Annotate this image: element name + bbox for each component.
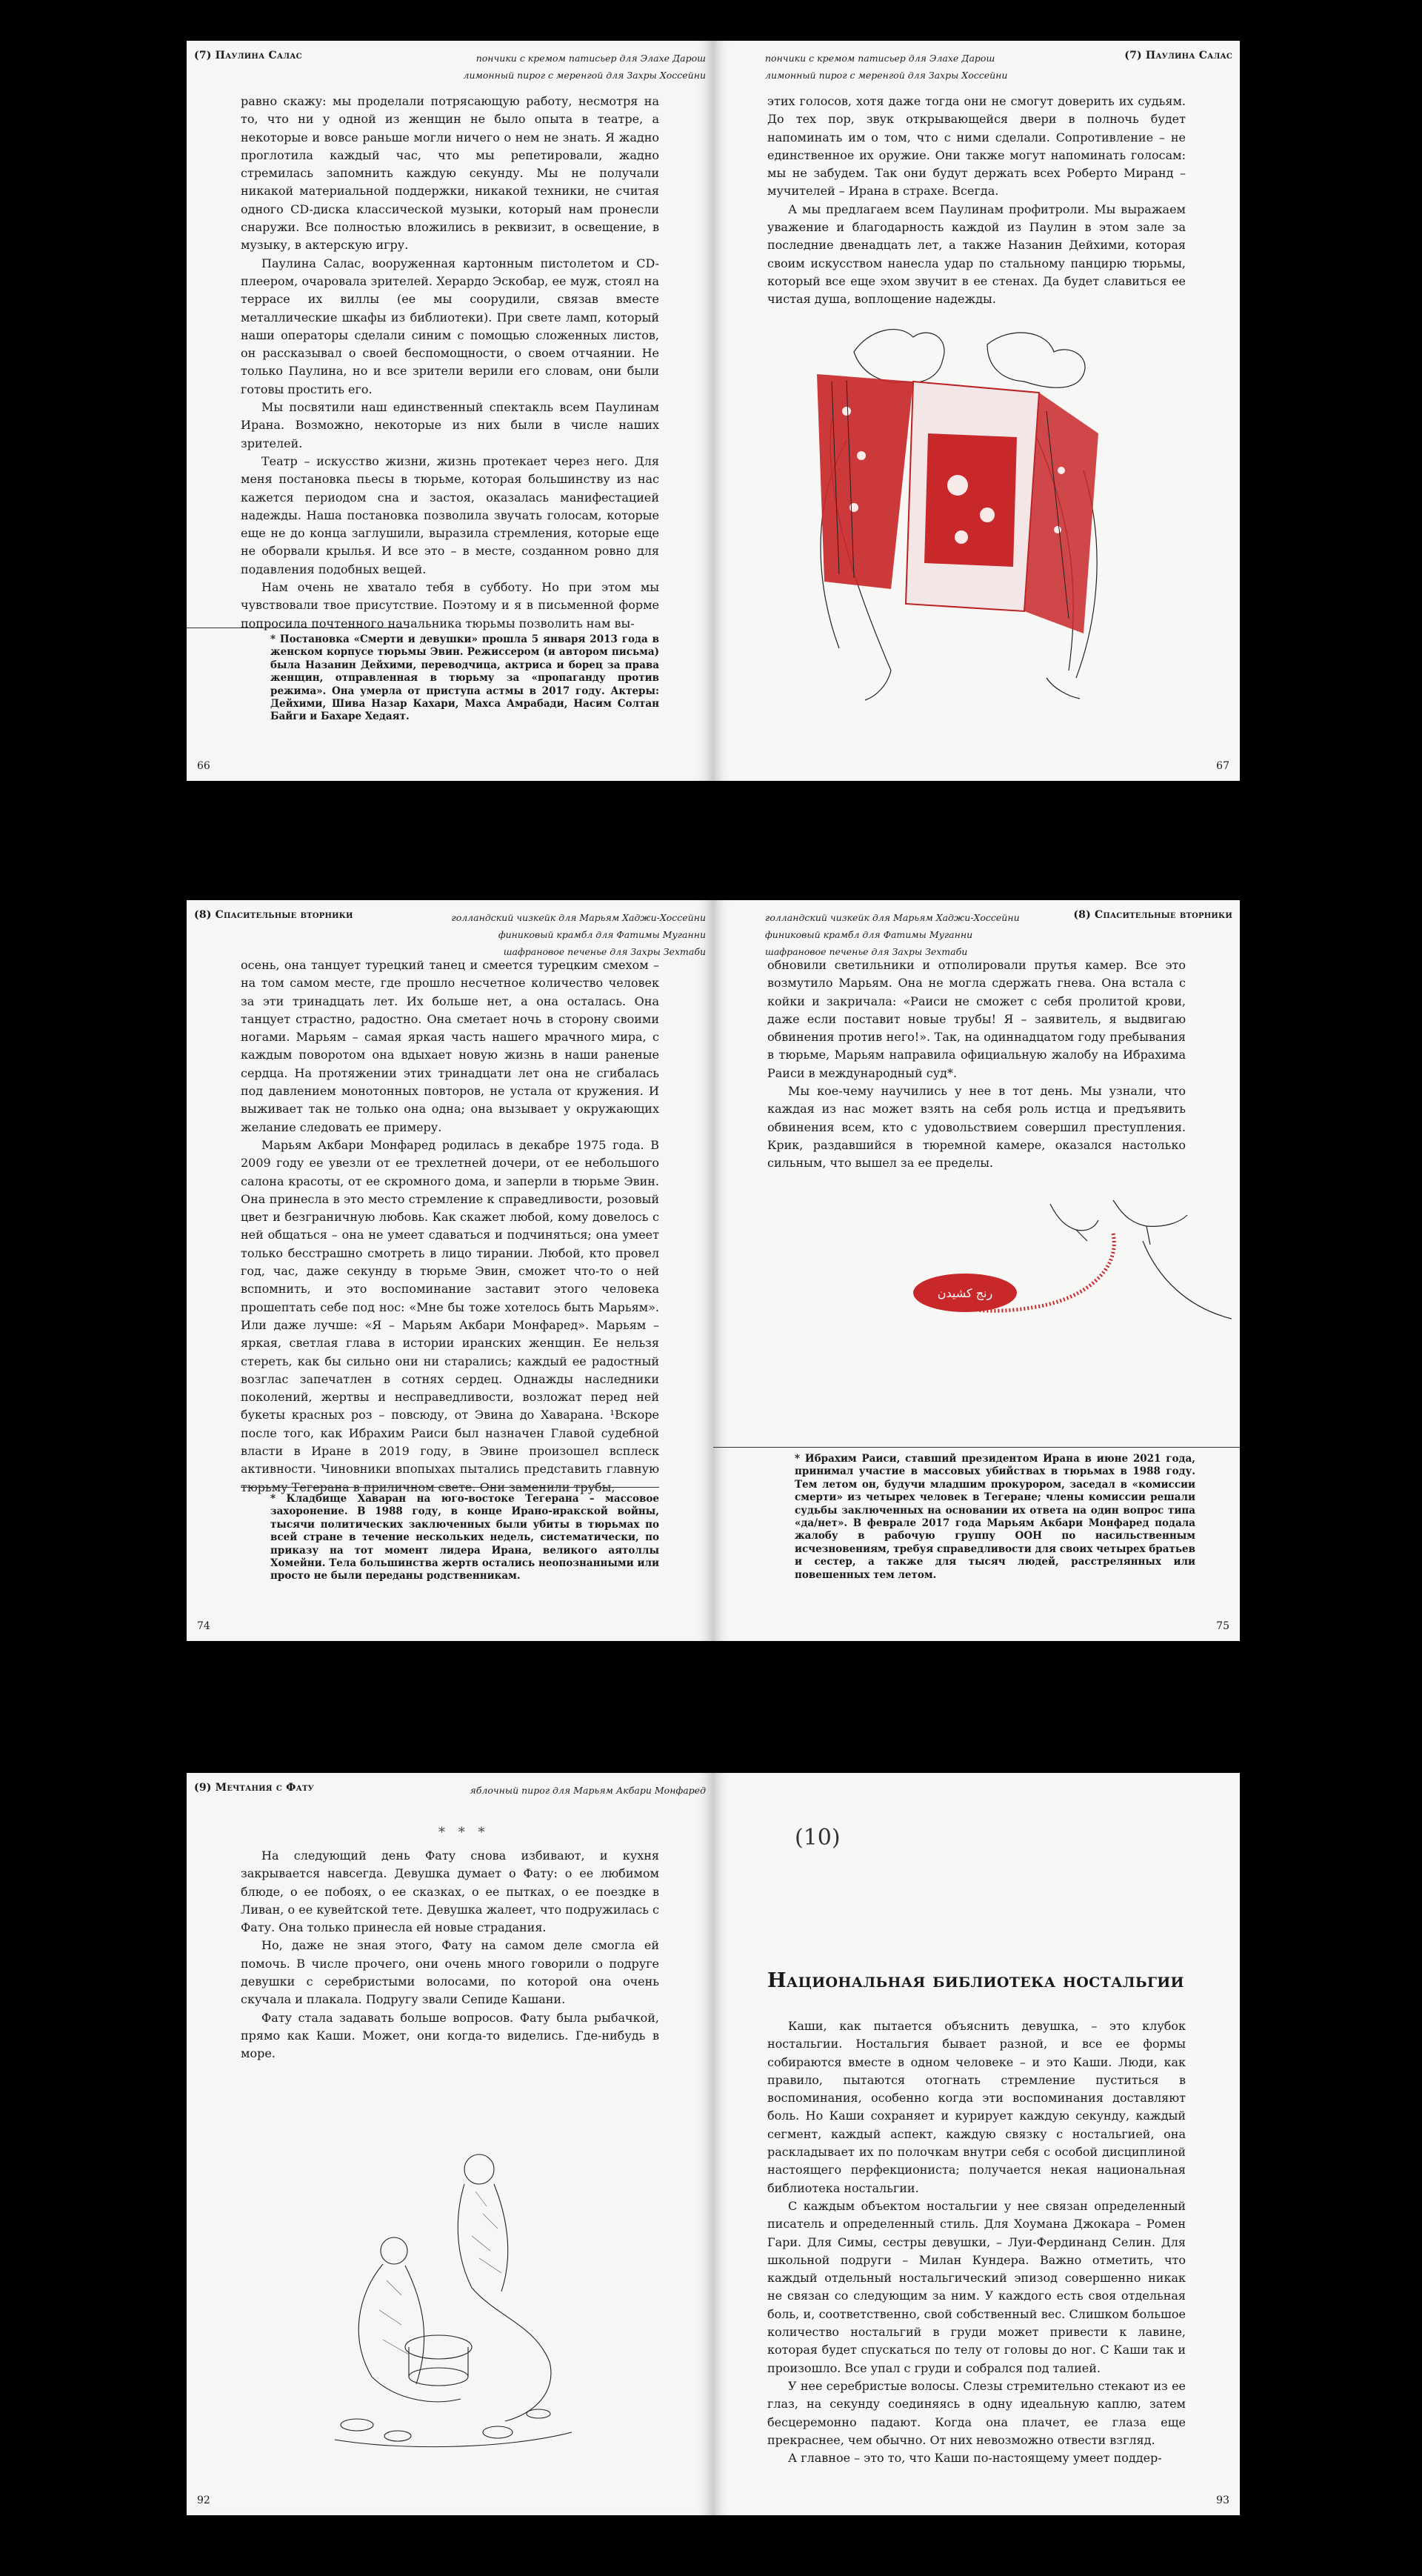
footnote-rule bbox=[713, 1447, 1240, 1448]
chapter-title: (7) Паулина Салас bbox=[194, 50, 302, 61]
page-number: 93 bbox=[1216, 2495, 1229, 2506]
page-66 bbox=[187, 41, 713, 781]
body-text bbox=[241, 956, 659, 1497]
recipe-list bbox=[470, 1782, 706, 1799]
recipe-line: яблочный пирог для Марьям Акбари Монфаред bbox=[470, 1785, 706, 1796]
page-75 bbox=[713, 900, 1240, 1641]
recipe-line: пончики с кремом патисьер для Элахе Дарош bbox=[765, 53, 995, 64]
paragraph: Мы кое-чему научились у нее в тот день. Мы узнали, что каждая из нас может взять на себя роль истца и предъявить обвинения всем, кто с удовольствием совершил преступления. Крик, раздавшийся в тюремной камере, оказался настолько сильным, что вышел за ее пределы. bbox=[767, 1084, 1186, 1171]
paragraph: Марьям Акбари Монфаред родилась в декабре 1975 года. В 2009 году ее увезли от ее трехлетней дочери, от ее небольшого салона красоты, от ее скромного дома, и заперли в тюрьме Эвин. Она принесла в это место стремление к справедливости, розовый цвет и безграничную любовь. Как скажет любой, кому довелось с ней общаться – она не умеет сдаваться и подчиняться; она умеет только бесстрашно смотреть в лицо тирании. Любой, кто провел год, час, даже секунду в тюрьме Эвин, сможет что-то о ней вспомнить, и это воспоминание заставит этого человека прошептать себе под нос: «Мне бы тоже хотелось быть Марьям». Или даже лучше: «Я – Марьям Акбари Монфаред». Марьям – яркая, светлая глава в истории иранских женщин. Ее нельзя стереть, как бы сильно они ни старались; каждый ее радостный возглас запечатлен в сотнях сердец. Однажды наследники поколений, жертвы и несправедливости, возложат перед ней букеты красных роз – повсюду, от Эвина до Хаварана. ¹Вскоре после того, как Ибрахим Раиси был назначен Главой судебной власти в Иране в 2019 году, в Эвине произошел всплеск активности. Чиновники впопыхах пытались представить главную тюрьму Тегерана в приличном свете. Они заменили трубы, bbox=[241, 1137, 659, 1494]
page-74 bbox=[187, 900, 713, 1641]
page-93 bbox=[713, 1773, 1240, 2515]
page-number: 66 bbox=[197, 760, 210, 772]
body-text bbox=[767, 93, 1186, 309]
recipe-list bbox=[765, 909, 1020, 960]
chapter-title: (9) Мечтания с Фату bbox=[194, 1782, 314, 1794]
page-67 bbox=[713, 41, 1240, 781]
section-break: * * * bbox=[438, 1825, 490, 1840]
paragraph: Мы посвятили наш единственный спектакль всем Паулинам Ирана. Возможно, некоторые из них были в числе наших зрителей. bbox=[241, 400, 659, 450]
chapter-number: (10) bbox=[795, 1825, 841, 1851]
chapter-heading: Национальная библиотека ностальгии bbox=[767, 1969, 1184, 1992]
recipe-list bbox=[765, 50, 1007, 84]
body-text bbox=[241, 1847, 659, 2063]
footnote: * Постановка «Смерти и девушки» прошла 5 января 2013 года в женском корпусе тюрьмы Эвин. Режиссером (и автором письма) была Назанин Дейхими, переводчица, актриса и борец за права женщин, отправленная в тюрьму за «пропаганду против режима». Она умерла от приступа астмы в 2017 году. Актеры: Дейхими, Шива Назар Кахари, Махса Амрабади, Насим Солтан Байги и Бахаре Хедаят. bbox=[270, 633, 659, 723]
chapter-title: (7) Паулина Салас bbox=[1124, 50, 1232, 61]
recipe-line: шафрановое печенье для Захры Зехтаби bbox=[765, 946, 968, 957]
page-number: 67 bbox=[1216, 760, 1229, 772]
recipe-line: финиковый крамбл для Фатимы Муганни bbox=[765, 929, 973, 940]
recipe-list bbox=[451, 909, 706, 960]
page-number: 75 bbox=[1216, 1620, 1229, 1632]
recipe-line: голландский чизкейк для Марьям Хаджи-Хоссейни bbox=[451, 912, 706, 923]
paragraph: Театр – искусство жизни, жизнь протекает через него. Для меня постановка пьесы в тюрьме, которая большинству из нас кажется периодом сна и застоя, оказалась манифестацией надежды. Наша постановка позволила звучать голосам, которые еще не до конца заглушили, выразила стремления, которые еще не оборвали крылья. И все это – в месте, созданном ровно для подавления подобных вещей. bbox=[241, 453, 659, 576]
recipe-line: лимонный пирог с меренгой для Захры Хоссейни bbox=[463, 70, 706, 81]
kitchen-women-illustration bbox=[327, 2140, 579, 2451]
paragraph: осень, она танцует турецкий танец и смеется турецким смехом – на том самом месте, где прошло несчетное количество человек за эти тринадцать лет. Их больше нет, а она осталась. Она танцует страстно, радостно. Она сметает ночь в сторону своими ногами. Марьям – самая яркая часть нашего мрачного мира, с каждым поворотом она вдыхает новую жизнь в наши раненые сердца. На протяжении этих тринадцати лет она не сгибалась под давлением монотонных повторов, не устала от кружения. И выживает так не только она одна; она вызывает у окружающих желание следовать ее примеру. bbox=[241, 958, 659, 1134]
recipe-line: шафрановое печенье для Захры Зехтаби bbox=[503, 946, 706, 957]
paragraph: А мы предлагаем всем Паулинам профитроли. Мы выражаем уважение и благодарность каждой из Паулин в этом зале за последние двенадцать лет, а также Назанин Дейхими, которая своим искусством нанесла удар по стальному панцирю тюрьмы, который все еще эхом звучит в ее стенах. Да будет славиться ее чистая душа, воплощение надежды. bbox=[767, 202, 1186, 307]
recipe-line: лимонный пирог с меренгой для Захры Хоссейни bbox=[765, 70, 1008, 81]
footnote-rule bbox=[241, 1487, 659, 1488]
paragraph: Но, даже не зная этого, Фату на самом деле смогла ей помочь. В числе прочего, они очень много говорили о подруге девушки с серебристыми волосами, по которой она очень скучала и плакала. Подругу звали Сепиде Кашани. bbox=[241, 1938, 659, 2007]
paragraph: У нее серебристые волосы. Слезы стремительно стекают из ее глаз, на секунду соединяясь в одну идеальную каплю, затем бесцеремонно падают. Когда она плачет, ее глаза еще прекраснее, чем обычно. От них невозможно отвести взгляд. bbox=[767, 2378, 1186, 2447]
paragraph: Нам очень не хватало тебя в субботу. Но при этом мы чувствовали твое присутствие. Поэтому и я в письменной форме попросила почтенного начальника тюрьмы позволить нам вы- bbox=[241, 580, 659, 630]
page-number: 92 bbox=[197, 2495, 210, 2506]
body-text bbox=[767, 2017, 1186, 2467]
spread-2 bbox=[187, 900, 1240, 1641]
women-with-textile-illustration bbox=[802, 322, 1113, 708]
body-text bbox=[767, 956, 1186, 1173]
embroidery-text: رنج کشیدن bbox=[937, 1286, 993, 1300]
paragraph: Каши, как пытается объяснить девушка, – это клубок ностальгии. Ностальгия бывает разной, и все ее формы собираются вместе в одном человеке – и это Каши. Люди, как правило, пытаются отогнать стремление пуститься в воспоминания, особенно когда эти воспоминания доставляют боль. Но Каши сохраняет и курирует каждую секунду, каждый сегмент, каждый аспект, каждую связку с ностальгией, она раскладывает их по полочкам внутри себя с особой дисциплиной настоящего перфекциониста; получается некая национальная библиотека ностальгии. bbox=[767, 2019, 1186, 2195]
recipe-line: финиковый крамбл для Фатимы Муганни bbox=[498, 929, 706, 940]
page-number: 74 bbox=[197, 1620, 210, 1632]
chapter-title: (8) Спасительные вторники bbox=[194, 909, 353, 921]
recipe-line: голландский чизкейк для Марьям Хаджи-Хоссейни bbox=[765, 912, 1020, 923]
paragraph: С каждым объектом ностальгии у нее связан определенный писатель и определенный стиль. Для Хоумана Джокара – Ромен Гари. Для Симы, сестры девушки, – Луи-Фердинанд Селин. Для школьной подруги – Милан Кундера. Важно отметить, что каждый отдельный ностальгический эпизод совершенно никак не связан со следующим за ним. У каждого есть своя отдельная боль, и, соответственно, свой собственный вес. Слишком большое количество ностальгий в груди может привести к лавине, которая будет спускаться по телу от головы до ног. С Каши так и произошло. Все упал с груди и собрался под талией. bbox=[767, 2198, 1186, 2375]
spread-3 bbox=[187, 1773, 1240, 2515]
chapter-title: (8) Спасительные вторники bbox=[1073, 909, 1232, 921]
paragraph: А главное – это то, что Каши по-настоящему умеет поддер- bbox=[788, 2451, 1162, 2466]
paragraph: этих голосов, хотя даже тогда они не смогут доверить их судьям. До тех пор, звук открывающейся двери в полночь будет напоминать им о том, что с ними сделали. Сопротивление – не единственное их оружие. Они также могут напоминать голосам: мы не забудем. Так они будут держать всех Роберто Миранд – мучителей – Ирана в страхе. Всегда. bbox=[767, 94, 1186, 199]
footnote: * Кладбище Хаваран на юго-востоке Тегерана – массовое захоронение. В 1988 году, в конце Ирано-иракской войны, тысячи политических заключенных были убиты в тюрьмах по всей стране в течение нескольких недель, систематически, по приказу на тот момент лидера Ирана, великого аятоллы Хомейни. Тела большинства жертв остались неопознанными или просто не были переданы родственникам. bbox=[270, 1493, 659, 1582]
page-92 bbox=[187, 1773, 713, 2515]
recipe-list bbox=[464, 50, 706, 84]
paragraph: Фату стала задавать больше вопросов. Фату была рыбачкой, прямо как Каши. Может, они когда-то виделись. Где-нибудь в море. bbox=[241, 2010, 659, 2061]
footnote: * Ибрахим Раиси, ставший президентом Ирана в июне 2021 года, принимал участие в массовых убийствах в тюрьмах в 1988 году. Тем летом он, будучи младшим прокурором, заседал в «комиссии смерти» из четырех человек в Тегеране; члены комиссии решали судьбы заключенных на основании их ответа на один вопрос типа «да/нет». В феврале 2017 года Марьям Акбари Монфаред подала жалобу в рабочую группу ООН по насильственным исчезновениям, требуя справедливости для своих четырех братьев и сестер, а также для тысяч людей, расстрелянных или повешенных тем летом. bbox=[795, 1453, 1195, 1581]
spread-1 bbox=[187, 41, 1240, 781]
recipe-line: пончики с кремом патисьер для Элахе Дарош bbox=[475, 53, 706, 64]
paragraph: На следующий день Фату снова избивают, и кухня закрывается навсегда. Девушка думает о Фату: о ее любимом блюде, о ее побоях, о ее сказках, о ее пытках, о ее поездке в Ливан, о ее кувейтской тете. Девушка жалеет, что подружилась с Фату. Она только принесла ей новые страдания. bbox=[241, 1848, 659, 1935]
paragraph: обновили светильники и отполировали прутья камер. Все это возмутило Марьям. Она не могла сдержать гнева. Она встала с койки и закричала: «Раиси не сможет с себя пролитой крови, даже если поставит новые трубы! Я – заявитель, я выдвигаю обвинения против него!». Так, на одиннадцатом году пребывания в тюрьме, Марьям направила официальную жалобу на Ибрахима Раиси в международный суд*. bbox=[767, 958, 1186, 1080]
embroidery-hands-illustration bbox=[891, 1189, 1232, 1337]
body-text bbox=[241, 93, 659, 633]
paragraph: равно скажу: мы проделали потрясающую работу, несмотря на то, что ни у одной из женщин не было опыта в театре, а некоторые и вовсе раньше могли ничего о нем не знать. Я жадно проглотила каждый час, что мы репетировали, жадно стремилась запомнить каждую секунду. Мы не получали никакой материальной поддержки, никакой техники, не считая одного CD-диска классической музыки, который нам пронесли снаружи. Все полностью вложились в реквизит, в освещение, в музыку, в актерскую игру. bbox=[241, 94, 659, 253]
paragraph: Паулина Салас, вооруженная картонным пистолетом и CD-плеером, очаровала зрителей. Херардо Эскобар, ее муж, стоял на террасе их виллы (ее мы соорудили, связав вместе металлические шкафы из библиотеки). При свете ламп, который наши операторы сделали синим с помощью сложенных листов, он рассказывал о своей беспомощности, о своем отчаянии. Не только Паулина, но и все зрители верили его словам, они были готовы простить его. bbox=[241, 256, 659, 396]
